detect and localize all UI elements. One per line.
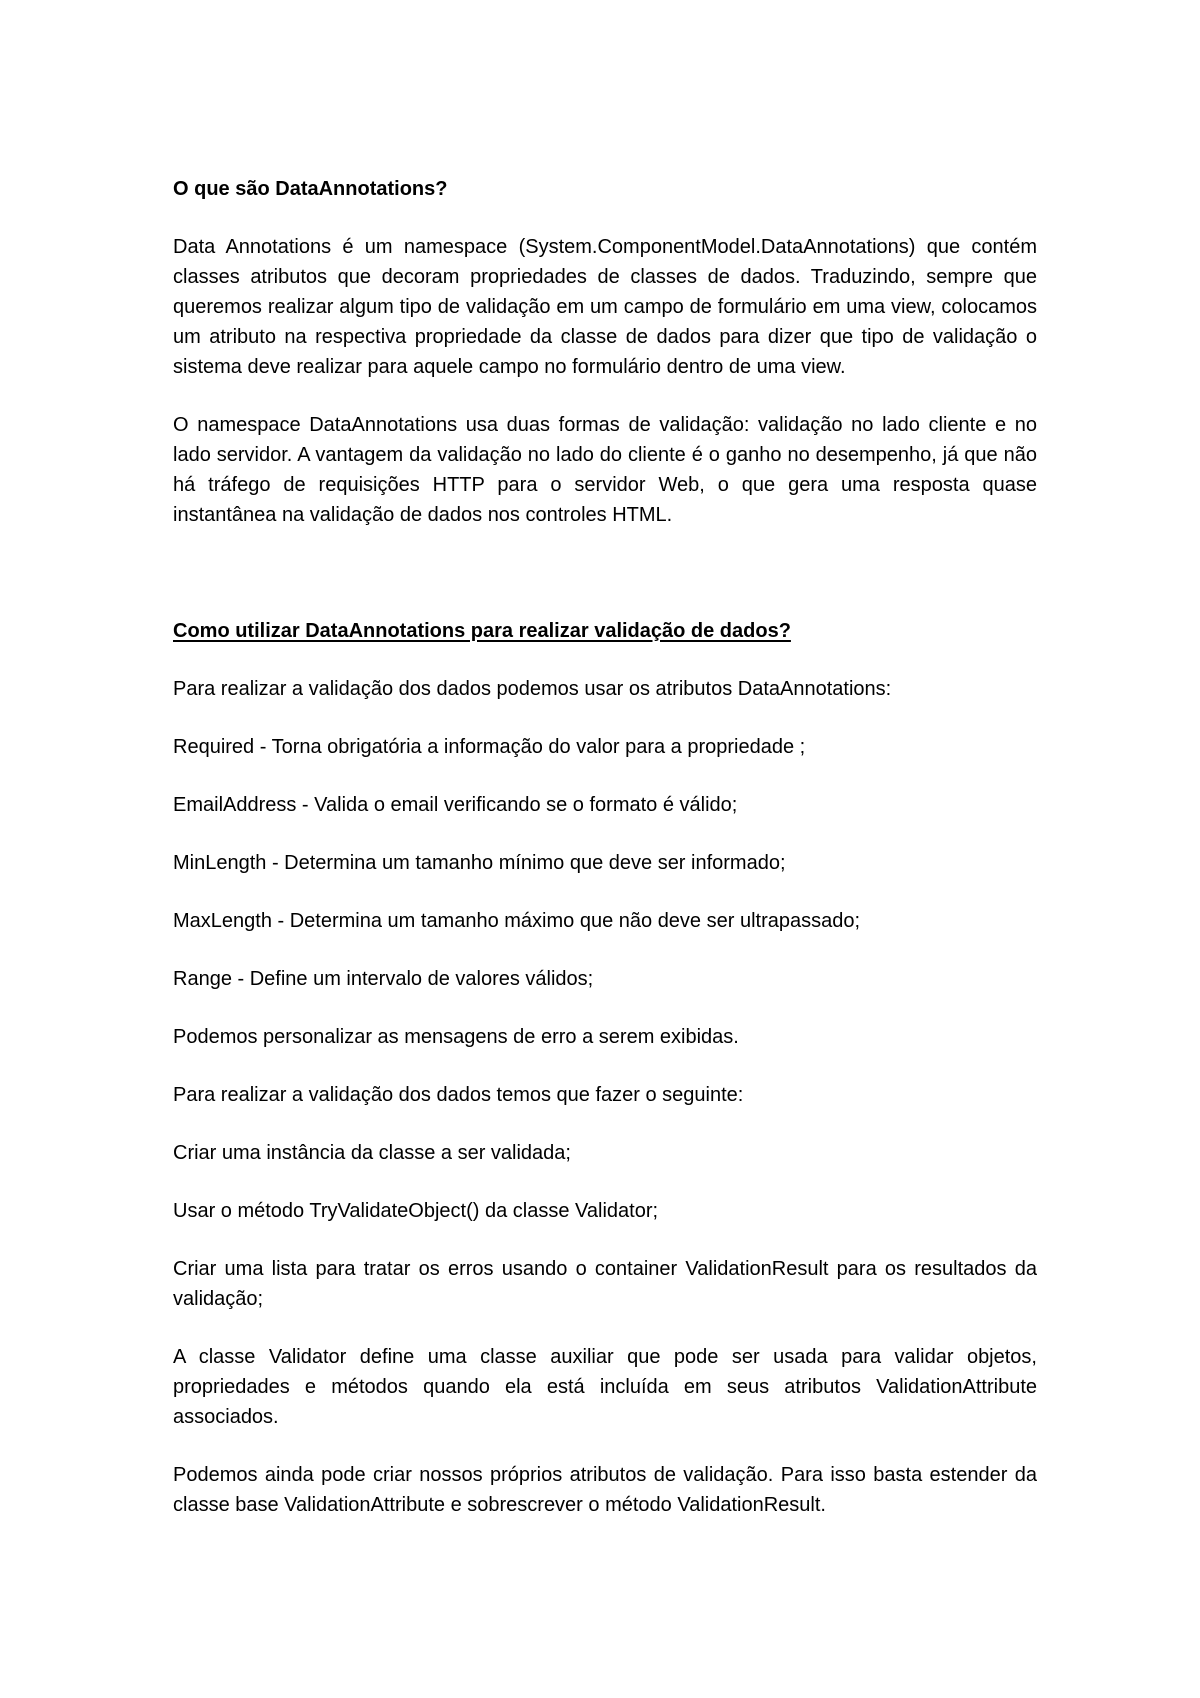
custom-attributes-text: Podemos ainda pode criar nossos próprios atributos de validação. Para isso basta estender da classe base ValidationAttribute e sobrescrever o método ValidationResult. xyxy=(173,1464,1037,1516)
section2-heading: Como utilizar DataAnnotations para realizar validação de dados? xyxy=(173,620,791,642)
attribute-required: Required - Torna obrigatória a informação do valor para a propriedade ; xyxy=(173,736,806,758)
step-1: Criar uma instância da classe a ser validada; xyxy=(173,1142,571,1164)
steps-intro: Para realizar a validação dos dados temos que fazer o seguinte: xyxy=(173,1084,744,1106)
section1-paragraph-1: Data Annotations é um namespace (System.ComponentModel.DataAnnotations) que contém classes atributos que decoram propriedades de classes de dados. Traduzindo, sempre que queremos realizar algum tipo de validação em um campo de formulário em uma view, colocamos um atributo na respectiva propriedade da classe de dados para dizer que tipo de validação o sistema deve realizar para aquele campo no formulário dentro de uma view. xyxy=(173,236,1037,378)
attribute-range: Range - Define um intervalo de valores válidos; xyxy=(173,968,594,990)
section1-paragraph-2: O namespace DataAnnotations usa duas formas de validação: validação no lado cliente e no lado servidor. A vantagem da validação no lado do cliente é o ganho no desempenho, já que não há tráfego de requisições HTTP para o servidor Web, o que gera uma resposta quase instantânea na validação de dados nos controles HTML. xyxy=(173,414,1037,526)
attribute-maxlength: MaxLength - Determina um tamanho máximo que não deve ser ultrapassado; xyxy=(173,910,861,932)
section-spacer xyxy=(173,558,1037,616)
document-body xyxy=(173,174,1037,1548)
step-3: Criar uma lista para tratar os erros usando o container ValidationResult para os resultados da validação; xyxy=(173,1258,1037,1310)
step-2: Usar o método TryValidateObject() da classe Validator; xyxy=(173,1200,659,1222)
attribute-minlength: MinLength - Determina um tamanho mínimo que deve ser informado; xyxy=(173,852,786,874)
section1-heading: O que são DataAnnotations? xyxy=(173,178,448,200)
attribute-emailaddress: EmailAddress - Valida o email verificando se o formato é válido; xyxy=(173,794,738,816)
validator-description: A classe Validator define uma classe auxiliar que pode ser usada para validar objetos, propriedades e métodos quando ela está incluída em seus atributos ValidationAttribute associados. xyxy=(173,1346,1037,1428)
section2-intro: Para realizar a validação dos dados podemos usar os atributos DataAnnotations: xyxy=(173,678,892,700)
custom-messages-text: Podemos personalizar as mensagens de erro a serem exibidas. xyxy=(173,1026,739,1048)
